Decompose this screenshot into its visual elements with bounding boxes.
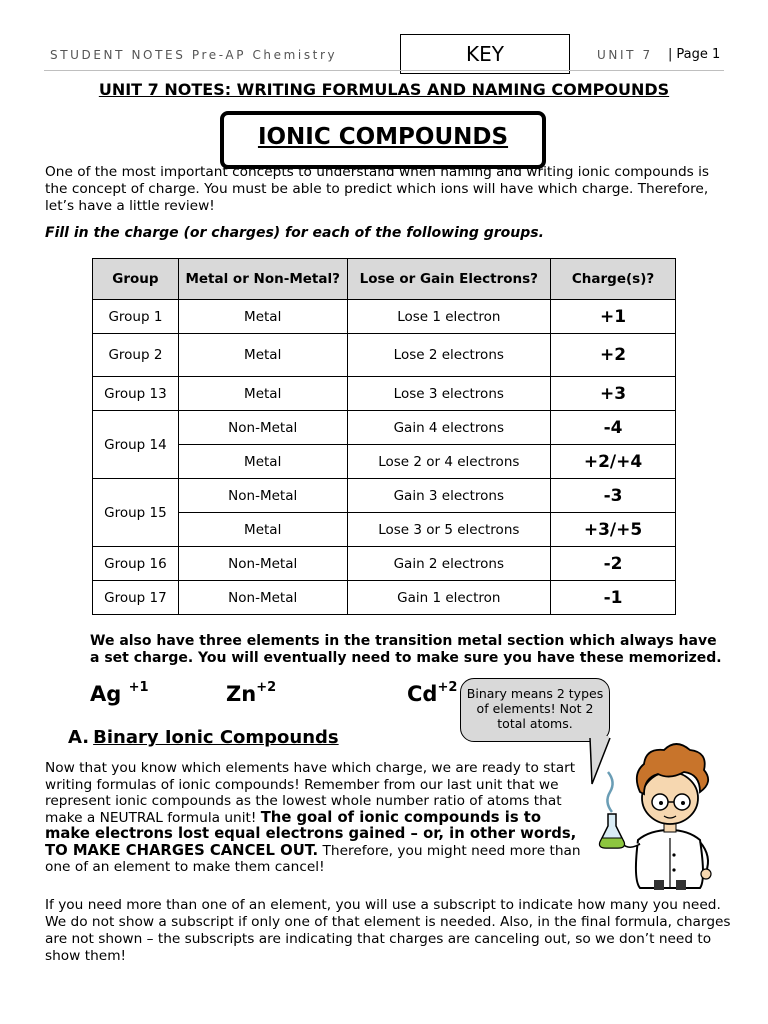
cell-group: Group 13: [93, 377, 179, 411]
cell-type: Metal: [178, 377, 347, 411]
cell-electrons: Lose 2 electrons: [347, 334, 551, 377]
cell-charge: -4: [551, 411, 676, 445]
cell-charge: +3: [551, 377, 676, 411]
section-title-box: IONIC COMPOUNDS: [220, 111, 546, 169]
element-cd: [407, 682, 457, 706]
cell-charge: -3: [551, 479, 676, 513]
element-symbol: Zn: [226, 682, 257, 706]
table-row: [93, 513, 676, 547]
header-charge: Charge(s)?: [551, 259, 676, 300]
table-row: [93, 334, 676, 377]
page-title: UNIT 7 NOTES: WRITING FORMULAS AND NAMING COMPOUNDS: [98, 80, 670, 99]
subscript-paragraph: If you need more than one of an element, you will use a subscript to indicate how many you need. We do not show a subscript if only one of that element is needed. Also, in the final formula, charges are not shown – the subscripts are indicating that charges are canceling out, so we don’t need to show them!: [45, 897, 731, 964]
cell-type: Non-Metal: [178, 581, 347, 615]
cell-electrons: Lose 1 electron: [347, 300, 551, 334]
element-symbol: Cd: [407, 682, 438, 706]
cell-electrons: Lose 2 or 4 electrons: [347, 445, 551, 479]
header-electrons: Lose or Gain Electrons?: [347, 259, 551, 300]
paragraph-text-end: Therefore, you might need more than one of an element to make them cancel!: [45, 842, 581, 875]
cell-electrons: Gain 4 electrons: [347, 411, 551, 445]
cell-group: Group 14: [93, 411, 179, 479]
page-number: Page 1: [676, 47, 721, 62]
cell-electrons: Lose 3 electrons: [347, 377, 551, 411]
cell-group: Group 2: [93, 334, 179, 377]
cell-electrons: Lose 3 or 5 electrons: [347, 513, 551, 547]
cell-type: Non-Metal: [178, 479, 347, 513]
section-a-title: Binary Ionic Compounds: [93, 727, 339, 748]
charge-table: [92, 258, 676, 615]
cell-type: Non-Metal: [178, 547, 347, 581]
element-zn: [226, 682, 276, 706]
cell-group: Group 1: [93, 300, 179, 334]
cell-group: Group 17: [93, 581, 179, 615]
cell-charge: +2/+4: [551, 445, 676, 479]
table-row: [93, 300, 676, 334]
cell-type: Metal: [178, 300, 347, 334]
cell-charge: +3/+5: [551, 513, 676, 547]
element-charge: +1: [128, 680, 149, 695]
header-divider: [44, 70, 724, 71]
binary-ionic-paragraph: [45, 760, 585, 876]
header-unit-label: UNIT 7: [597, 48, 653, 62]
element-ag: [90, 682, 149, 706]
cell-electrons: Gain 2 electrons: [347, 547, 551, 581]
header-metal: Metal or Non-Metal?: [178, 259, 347, 300]
cell-charge: -2: [551, 547, 676, 581]
section-a-letter: A.: [68, 727, 90, 748]
section-a-heading: [68, 727, 339, 748]
table-row: [93, 445, 676, 479]
transition-metal-note: We also have three elements in the transition metal section which always have a set charge. You will eventually need to make sure you have these memorized.: [90, 633, 722, 666]
table-row: [93, 547, 676, 581]
table-row: [93, 581, 676, 615]
cell-group: Group 15: [93, 479, 179, 547]
table-header-row: [93, 259, 676, 300]
element-charge: +2: [256, 680, 277, 695]
scientist-illustration: [588, 730, 738, 890]
cell-charge: -1: [551, 581, 676, 615]
header-course-label: STUDENT NOTES Pre-AP Chemistry: [50, 48, 338, 62]
header-page-label: | Page 1: [668, 47, 721, 62]
paragraph-bold-text: The goal of ionic compounds is to make electrons lost equal electrons gained – or, in other words, TO MAKE CHARGES CANCEL OUT.: [45, 808, 577, 859]
element-charge: +2: [437, 680, 458, 695]
header-group: Group: [93, 259, 179, 300]
cell-type: Metal: [178, 513, 347, 547]
cell-electrons: Gain 3 electrons: [347, 479, 551, 513]
cell-type: Metal: [178, 334, 347, 377]
cell-group: Group 16: [93, 547, 179, 581]
table-row: [93, 377, 676, 411]
speech-bubble: Binary means 2 types of elements! Not 2 total atoms.: [460, 678, 610, 742]
cell-charge: +1: [551, 300, 676, 334]
paragraph-text: Now that you know which elements have which charge, we are ready to start writing formulas of ionic compounds! Remember from our last unit that we represent ionic compounds as the lowest whole number ratio of atoms that make a NEUTRAL formula unit!: [45, 760, 576, 826]
cell-type: Non-Metal: [178, 411, 347, 445]
table-instruction: Fill in the charge (or charges) for each of the following groups.: [45, 225, 544, 241]
table-row: [93, 479, 676, 513]
intro-paragraph: One of the most important concepts to understand when naming and writing ionic compounds is the concept of charge. You must be able to predict which ions will have which charge. Therefore, let’s have a little review!: [45, 164, 710, 214]
table-row: [93, 411, 676, 445]
cell-type: Metal: [178, 445, 347, 479]
cell-charge: +2: [551, 334, 676, 377]
key-box: KEY: [400, 34, 570, 74]
cell-electrons: Gain 1 electron: [347, 581, 551, 615]
element-symbol: Ag: [90, 682, 122, 706]
